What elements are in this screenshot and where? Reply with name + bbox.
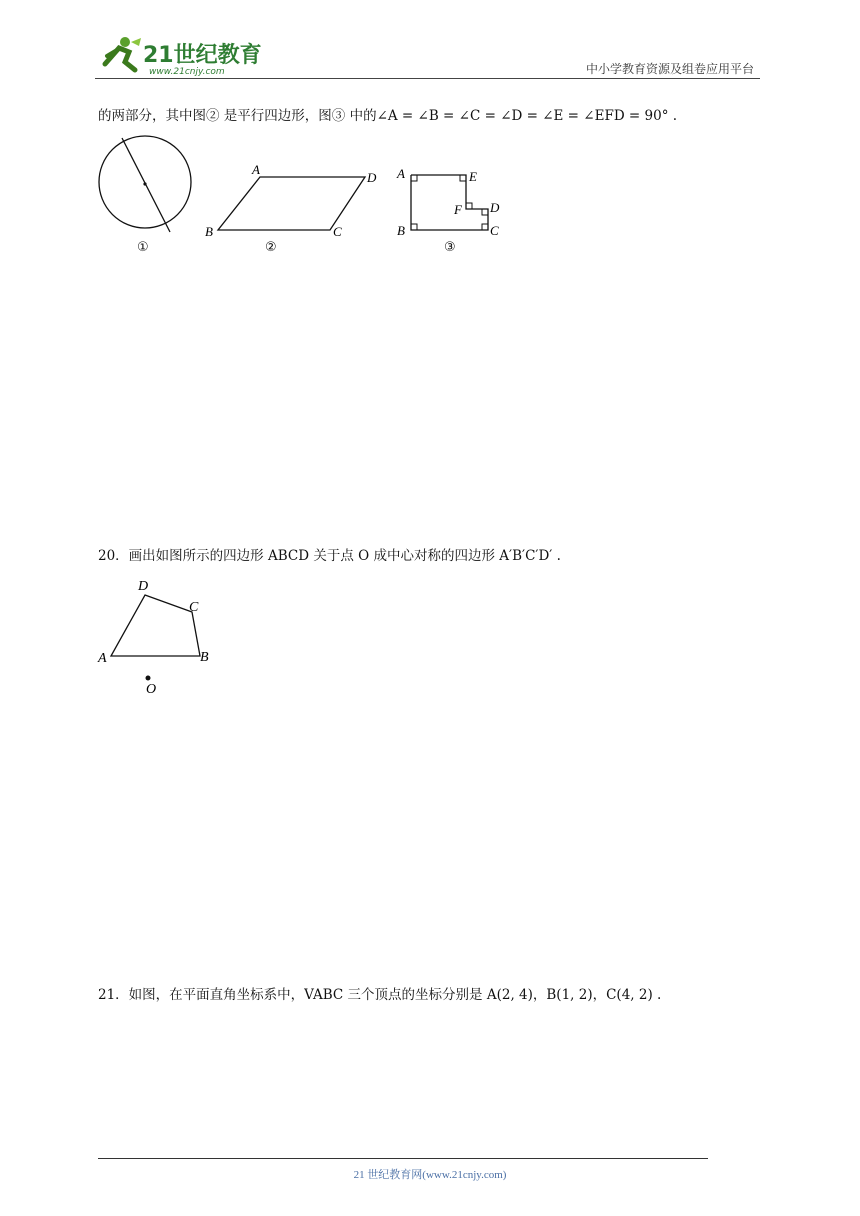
logo-url: www.21cnjy.com [149, 67, 225, 77]
point-label-D: D [138, 579, 149, 594]
point-label-D: D [367, 170, 377, 185]
figure-3-l-shape [395, 164, 510, 239]
point-label-A: A [98, 651, 107, 666]
q20-quadrilateral-figure [95, 575, 225, 700]
point-label-C: C [189, 600, 199, 615]
q20-text: 20．画出如图所示的四边形 ABCD 关于点 O 成中心对称的四边形 A′B′C′D′ . [98, 548, 561, 564]
point-label-A: A [397, 166, 405, 181]
figure-3-label: ③ [444, 240, 456, 255]
header-divider [95, 78, 760, 79]
logo-runner-icon [95, 34, 265, 78]
figure-2-parallelogram [200, 160, 385, 240]
point-label-O: O [146, 682, 157, 697]
footer-divider [98, 1158, 708, 1159]
point-label-B: B [205, 224, 213, 239]
footer-text: 21 世纪教育网(www.21cnjy.com) [353, 1169, 507, 1181]
figure-2-label: ② [265, 240, 277, 255]
point-label-B: B [200, 650, 209, 665]
point-label-A: A [252, 162, 260, 177]
point-label-C: C [490, 223, 499, 238]
site-logo [95, 34, 265, 78]
point-label-C: C [333, 224, 342, 239]
figure-1-circle [95, 134, 195, 234]
point-label-B: B [397, 223, 405, 238]
point-label-D: D [490, 200, 500, 215]
q19-text: 的两部分，其中图② 是平行四边形，图③ 中的∠A = ∠B = ∠C = ∠D = ∠E = ∠EFD = 90° . [98, 108, 678, 124]
figure-1-label: ① [137, 240, 149, 255]
logo-text: 21世纪教育 [143, 43, 262, 68]
site-tagline: 中小学教育资源及组卷应用平台 [585, 62, 754, 76]
point-label-E: E [469, 169, 477, 184]
q21-text: 21．如图，在平面直角坐标系中，VABC 三个顶点的坐标分别是 A(2, 4)，B(1, 2)，C(4, 2) . [98, 987, 662, 1003]
point-label-F: F [454, 202, 462, 217]
point-O-dot [146, 676, 151, 681]
